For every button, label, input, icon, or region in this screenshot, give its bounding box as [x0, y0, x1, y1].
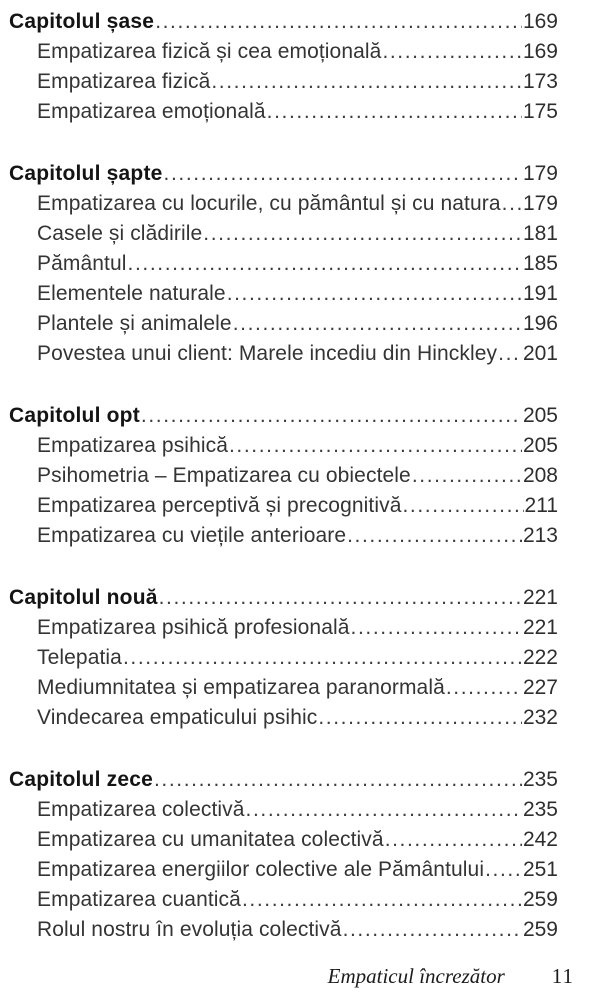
entry-title: Psihometria – Empatizarea cu obiectele	[37, 464, 411, 487]
toc-item-row	[9, 67, 558, 97]
toc-item-row	[9, 915, 558, 945]
dot-leader	[155, 7, 522, 37]
entry-title: Pământul	[37, 252, 127, 275]
toc-item-row	[9, 613, 558, 643]
entry-page-number: 251	[522, 858, 558, 881]
entry-page-number: 208	[522, 464, 558, 487]
table-of-contents	[9, 7, 558, 945]
entry-page-number: 173	[522, 70, 558, 93]
entry-title: Telepatia	[37, 646, 122, 669]
toc-item-row	[9, 37, 558, 67]
dot-leader	[347, 521, 522, 551]
toc-item-row	[9, 249, 558, 279]
entry-page-number: 205	[522, 404, 558, 427]
entry-page-number: 205	[522, 434, 558, 457]
chapter-title: Capitolul șase	[9, 10, 155, 33]
entry-page-number: 169	[522, 10, 558, 33]
toc-item-row	[9, 885, 558, 915]
entry-title: Empatizarea cuantică	[37, 888, 241, 911]
entry-title: Rolul nostru în evoluția colectivă	[37, 918, 342, 941]
entry-title: Empatizarea energiilor colective ale Pământului	[37, 858, 485, 881]
dot-leader	[164, 159, 522, 189]
entry-page-number: 221	[522, 586, 558, 609]
entry-title: Empatizarea cu locurile, cu pământul și cu natura	[37, 192, 501, 215]
toc-chapter-row	[9, 401, 558, 431]
toc-item-row	[9, 339, 558, 369]
toc-item-row	[9, 461, 558, 491]
entry-title: Vindecarea empaticului psihic	[37, 706, 318, 729]
dot-leader	[351, 613, 522, 643]
dot-leader	[154, 765, 522, 795]
entry-page-number: 181	[522, 222, 558, 245]
toc-item-row	[9, 795, 558, 825]
entry-page-number: 179	[522, 162, 558, 185]
toc-item-row	[9, 643, 558, 673]
toc-section	[9, 159, 558, 369]
page-footer	[0, 964, 574, 989]
entry-page-number: 259	[522, 888, 558, 911]
entry-page-number: 169	[522, 40, 558, 63]
toc-item-row	[9, 521, 558, 551]
entry-page-number: 191	[522, 282, 558, 305]
chapter-title: Capitolul opt	[9, 404, 140, 427]
entry-page-number: 222	[522, 646, 558, 669]
entry-title: Empatizarea emoțională	[37, 100, 266, 123]
toc-item-row	[9, 491, 558, 521]
dot-leader	[159, 583, 522, 613]
entry-title: Povestea unui client: Marele incediu din Hinckley	[37, 342, 498, 365]
dot-leader	[502, 189, 522, 219]
dot-leader	[211, 67, 522, 97]
toc-item-row	[9, 279, 558, 309]
entry-title: Empatizarea cu viețile anterioare	[37, 524, 347, 547]
entry-title: Plantele și animalele	[37, 312, 232, 335]
dot-leader	[128, 249, 522, 279]
toc-item-row	[9, 97, 558, 127]
running-book-title: Empaticul încrezător	[327, 964, 505, 988]
dot-leader	[485, 855, 522, 885]
toc-item-row	[9, 189, 558, 219]
chapter-title: Capitolul zece	[9, 768, 153, 791]
dot-leader	[343, 915, 522, 945]
entry-title: Empatizarea perceptivă și precognitivă	[37, 494, 402, 517]
toc-chapter-row	[9, 583, 558, 613]
toc-section	[9, 583, 558, 733]
dot-leader	[267, 97, 522, 127]
toc-section	[9, 401, 558, 551]
toc-item-row	[9, 431, 558, 461]
entry-page-number: 213	[522, 524, 558, 547]
toc-chapter-row	[9, 7, 558, 37]
entry-page-number: 235	[522, 768, 558, 791]
toc-item-row	[9, 855, 558, 885]
toc-section	[9, 7, 558, 127]
dot-leader	[318, 703, 522, 733]
entry-page-number: 235	[522, 798, 558, 821]
entry-page-number: 242	[522, 828, 558, 851]
toc-item-row	[9, 703, 558, 733]
entry-title: Empatizarea fizică și cea emoțională	[37, 40, 382, 63]
dot-leader	[385, 825, 522, 855]
entry-page-number: 227	[522, 676, 558, 699]
chapter-title: Capitolul nouă	[9, 586, 158, 609]
entry-title: Elementele naturale	[37, 282, 226, 305]
toc-section	[9, 765, 558, 945]
dot-leader	[242, 885, 522, 915]
toc-item-row	[9, 825, 558, 855]
entry-page-number: 175	[522, 100, 558, 123]
dot-leader	[246, 795, 522, 825]
dot-leader	[203, 219, 522, 249]
dot-leader	[412, 461, 522, 491]
dot-leader	[141, 401, 522, 431]
entry-title: Empatizarea fizică	[37, 70, 211, 93]
toc-item-row	[9, 219, 558, 249]
entry-title: Casele și clădirile	[37, 222, 203, 245]
entry-page-number: 232	[522, 706, 558, 729]
entry-title: Empatizarea cu umanitatea colectivă	[37, 828, 384, 851]
entry-title: Empatizarea colectivă	[37, 798, 245, 821]
dot-leader	[233, 309, 522, 339]
entry-page-number: 185	[522, 252, 558, 275]
entry-title: Empatizarea psihică profesională	[37, 616, 350, 639]
entry-page-number: 259	[522, 918, 558, 941]
entry-page-number: 221	[522, 616, 558, 639]
dot-leader	[227, 279, 522, 309]
toc-chapter-row	[9, 765, 558, 795]
dot-leader	[402, 491, 523, 521]
chapter-title: Capitolul șapte	[9, 162, 163, 185]
dot-leader	[229, 431, 522, 461]
entry-title: Mediumnitatea și empatizarea paranormală	[37, 676, 445, 699]
dot-leader	[446, 673, 522, 703]
entry-page-number: 179	[522, 192, 558, 215]
dot-leader	[498, 339, 522, 369]
toc-item-row	[9, 673, 558, 703]
entry-title: Empatizarea psihică	[37, 434, 228, 457]
entry-page-number: 201	[522, 342, 558, 365]
dot-leader	[382, 37, 522, 67]
toc-item-row	[9, 309, 558, 339]
entry-page-number: 196	[522, 312, 558, 335]
toc-chapter-row	[9, 159, 558, 189]
page-number: 11	[551, 964, 574, 988]
entry-page-number: 211	[524, 494, 558, 517]
dot-leader	[123, 643, 522, 673]
